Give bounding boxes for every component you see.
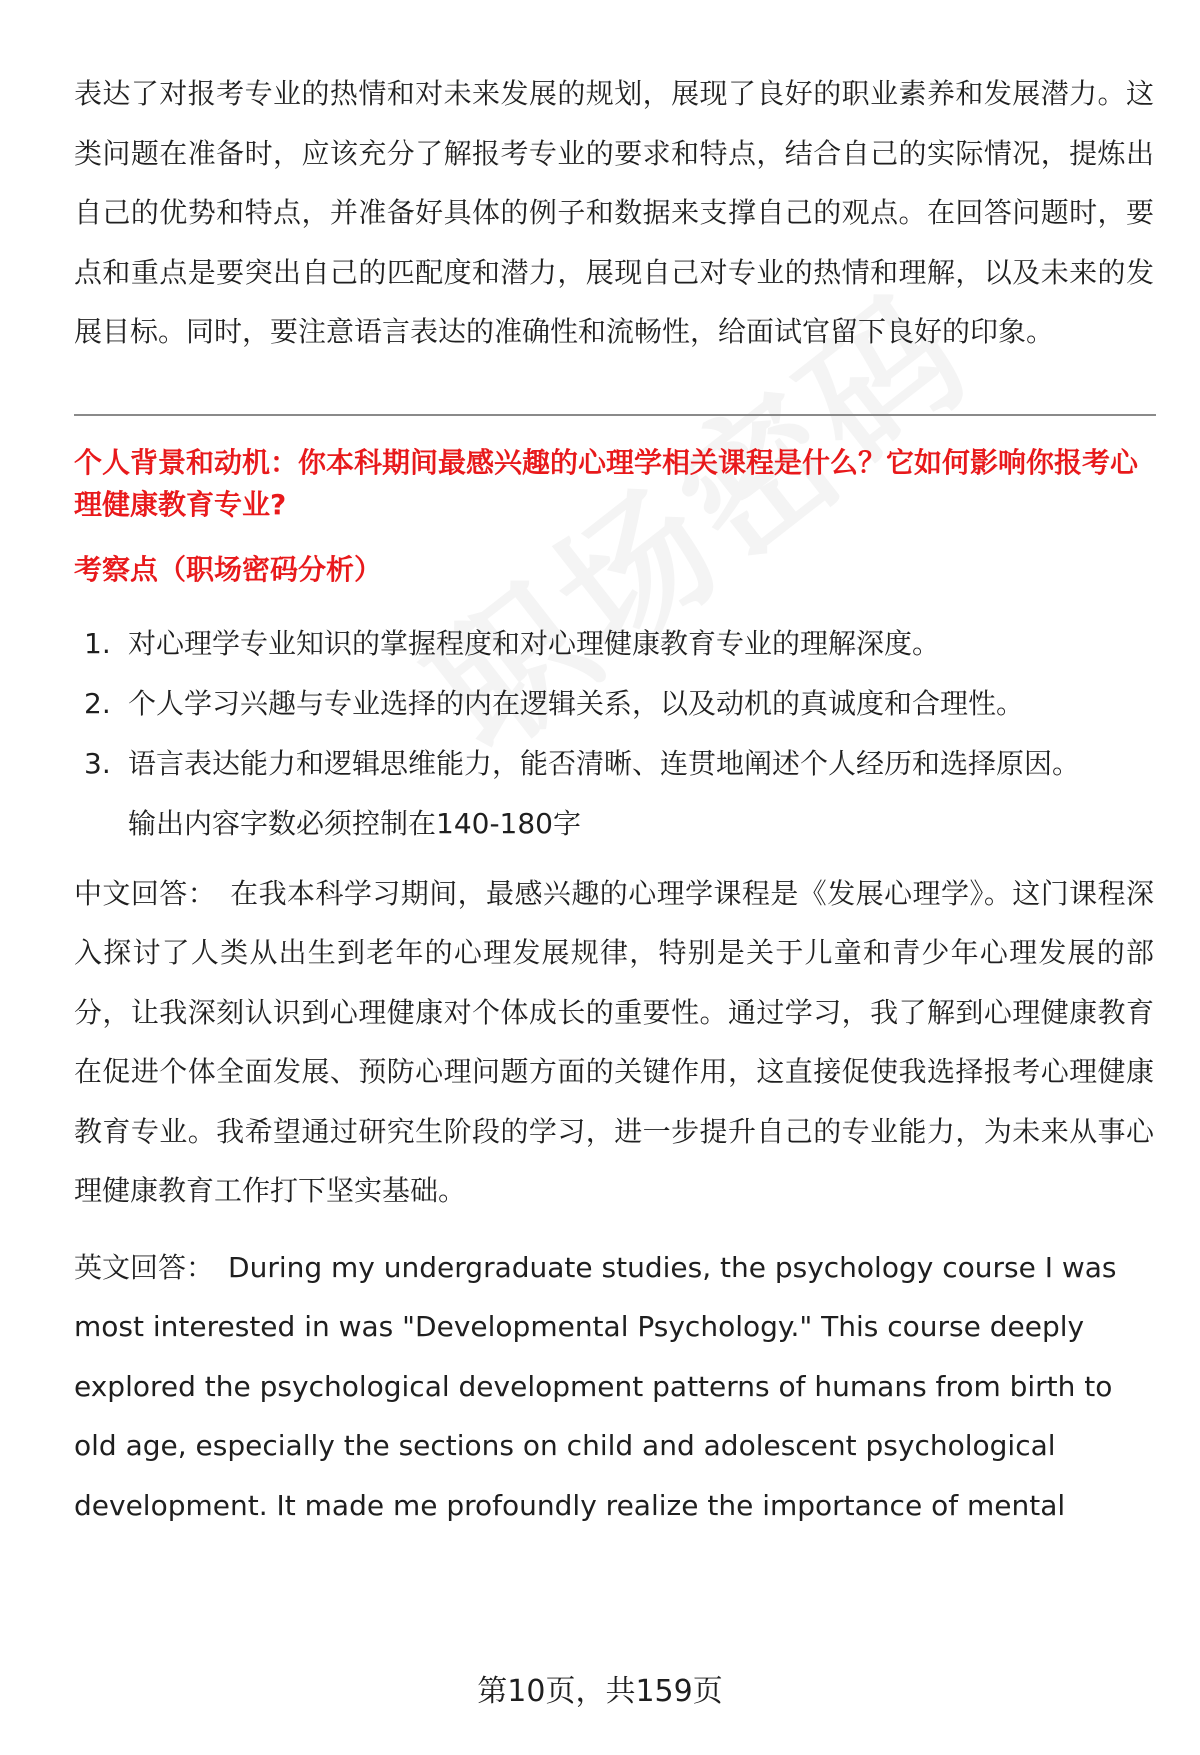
question-heading: 个人背景和动机：你本科期间最感兴趣的心理学相关课程是什么？它如何影响你报考心理健康教育专业? — [74, 445, 1139, 521]
list-item — [74, 614, 1154, 674]
english-answer — [74, 1238, 1154, 1536]
chinese-answer-label: 中文回答： — [74, 876, 217, 910]
section-divider — [74, 414, 1156, 416]
word-count-note: 输出内容字数必须控制在140-180字 — [128, 806, 581, 840]
english-answer-text: During my undergraduate studies, the psychology course I was most interested in was "Developmental Psychology." This course deeply explored the psychological development patterns of humans from birth to old age, especially the sections on child and adolescent psychological development. It made me profoundly realize the importance of mental — [74, 1250, 1117, 1522]
analysis-points-list — [74, 614, 1154, 794]
chinese-answer-text: 在我本科学习期间，最感兴趣的心理学课程是《发展心理学》。这门课程深入探讨了人类从出生到老年的心理发展规律，特别是关于儿童和青少年心理发展的部分，让我深刻认识到心理健康对个体成长的重要性。通过学习，我了解到心理健康教育在促进个体全面发展、预防心理问题方面的关键作用，这直接促使我选择报考心理健康教育专业。我希望通过研究生阶段的学习，进一步提升自己的专业能力，为未来从事心理健康教育工作打下坚实基础。 — [74, 876, 1154, 1207]
list-item-text: 对心理学专业知识的掌握程度和对心理健康教育专业的理解深度。 — [128, 626, 941, 660]
list-item-text: 个人学习兴趣与专业选择的内在逻辑关系，以及动机的真诚度和合理性。 — [128, 686, 1025, 720]
intro-paragraph: 表达了对报考专业的热情和对未来发展的规划，展现了良好的职业素养和发展潜力。这类问题在准备时，应该充分了解报考专业的要求和特点，结合自己的实际情况，提炼出自己的优势和特点，并准备好具体的例子和数据来支撑自己的观点。在回答问题时，要点和重点是要突出自己的匹配度和潜力，展现自己对专业的热情和理解，以及未来的发展目标。同时，要注意语言表达的准确性和流畅性，给面试官留下良好的印象。 — [74, 77, 1154, 348]
english-answer-label: 英文回答： — [74, 1250, 215, 1284]
list-item-number: 3. — [84, 746, 111, 780]
analysis-heading: 考察点（职场密码分析） — [74, 552, 383, 586]
page-number-footer: 第10页，共159页 — [477, 1674, 723, 1709]
chinese-answer — [74, 864, 1154, 1221]
list-item-number: 2. — [84, 686, 111, 720]
list-item — [74, 674, 1154, 734]
list-item — [74, 734, 1154, 794]
list-item-number: 1. — [84, 626, 111, 660]
document-page — [74, 64, 1154, 1535]
list-item-text: 语言表达能力和逻辑思维能力，能否清晰、连贯地阐述个人经历和选择原因。 — [128, 746, 1081, 780]
